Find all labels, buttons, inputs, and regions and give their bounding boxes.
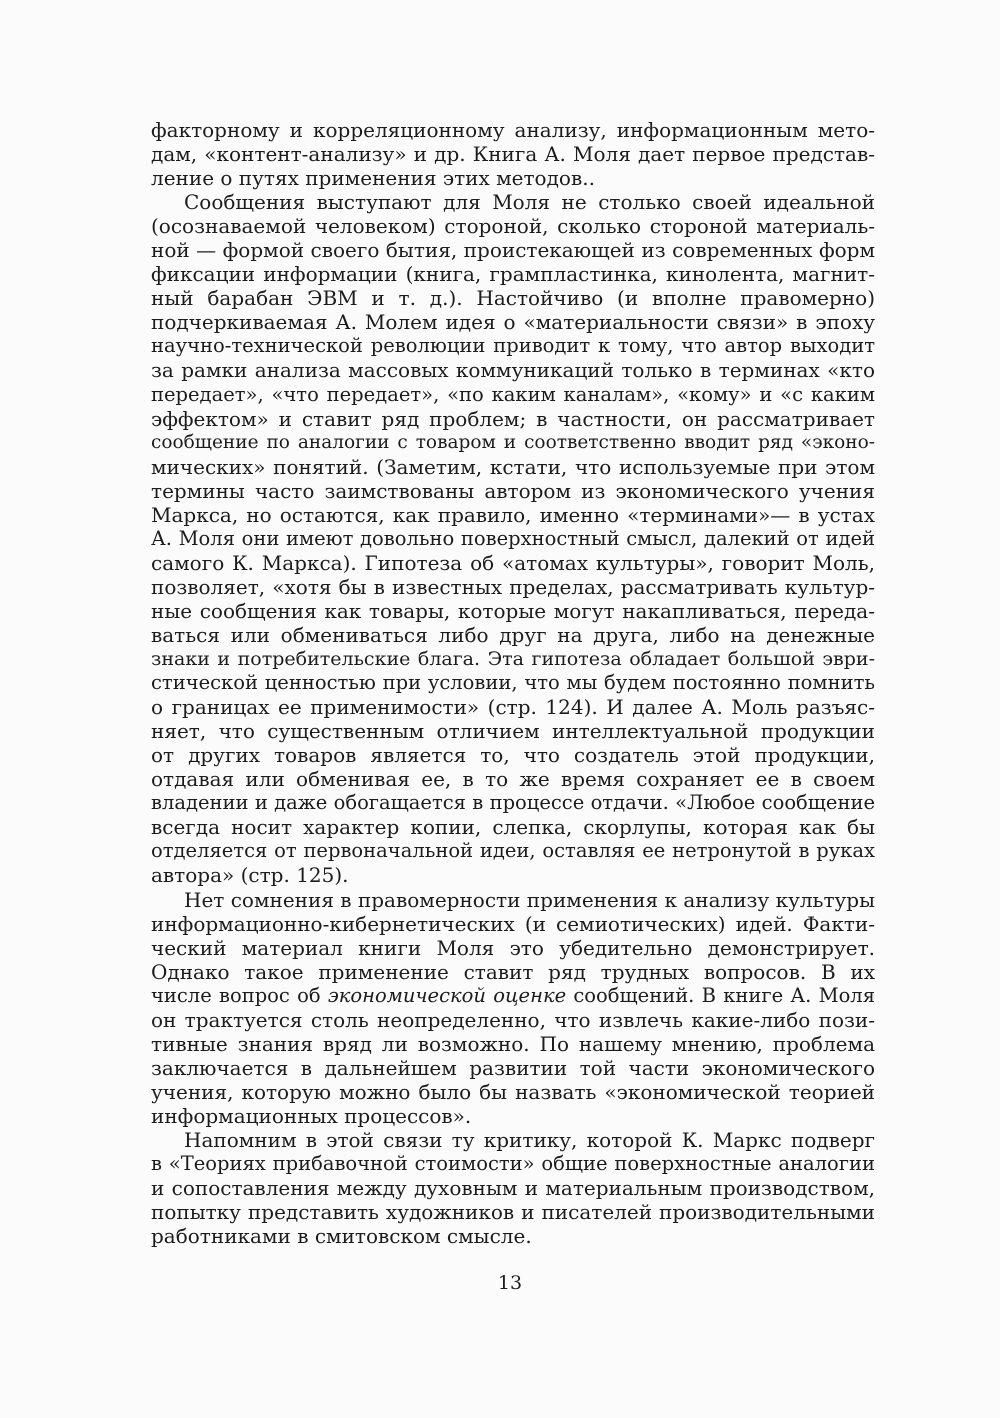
text-line: научно-технической революции приводит к тому, что автор выходит	[151, 334, 875, 358]
page-number: 13	[497, 1272, 523, 1294]
paragraph	[151, 1128, 875, 1248]
text-line: фиксации информации (книга, грампластинка, кинолента, магнит-	[151, 262, 875, 287]
text-line: ной — формой своего бытия, проистекающей из современных форм	[151, 238, 875, 263]
text-line: работниками в смитовском смысле.	[151, 1224, 532, 1249]
text-line: ваться или обмениваться либо друг на друга, либо на денежные	[151, 622, 875, 647]
text-line: владении и даже обогащается в процессе отдачи. «Любое сообщение	[151, 791, 875, 815]
text-line: ление о путях применения этих методов..	[151, 166, 595, 191]
text-line: числе вопрос об экономической оценке сообщений. В книге А. Моля	[151, 983, 875, 1007]
text-line: тивные знания вряд ли возможно. По нашему мнению, проблема	[151, 1031, 875, 1056]
text-line: ные сообщения как товары, которые могут накапливаться, переда-	[151, 598, 875, 623]
text-line: информационно-кибернетических (и семиотических) идей. Факти-	[151, 911, 875, 936]
text-line: подчеркиваемая А. Молем идея о «материальности связи» в эпоху	[151, 310, 875, 335]
text-line: отдавая или обменивая ее, в то же время сохраняет ее в своем	[151, 767, 875, 792]
text-line: эффектом» и ставит ряд проблем; в частности, он рассматривает	[151, 406, 875, 431]
text-line: попытку представить художников и писателей производительными	[151, 1200, 875, 1225]
text-line: автора» (стр. 125).	[151, 863, 349, 888]
text-line: стической ценностью при условии, что мы будем постоянно помнить	[151, 671, 875, 695]
text-line: информационных процессов».	[151, 1103, 472, 1128]
text-line: от других товаров является то, что создатель этой продукции,	[151, 743, 875, 768]
text-line: мических» понятий. (Заметим, кстати, что используемые при этом	[151, 454, 875, 479]
text-line: отделяется от первоначальной идеи, оставляя ее нетронутой в руках	[151, 839, 875, 863]
text-line: Нет сомнения в правомерности применения к анализу культуры	[184, 887, 875, 912]
text-line: о границах ее применимости» (стр. 124). И далее А. Моль разъяс-	[151, 695, 875, 720]
text-line: А. Моля они имеют довольно поверхностный смысл, далекий от идей	[151, 526, 875, 550]
text-line: учения, которую можно было бы назвать «экономической теорией	[151, 1079, 875, 1104]
paragraph	[151, 118, 875, 190]
text-line: знаки и потребительские блага. Эта гипотеза обладает большой эври-	[151, 648, 875, 671]
text-line: всегда носит характер копии, слепка, скорлупы, которая как бы	[151, 815, 875, 840]
text-line: сообщение по аналогии с товаром и соответственно вводит ряд «эконо-	[151, 431, 875, 453]
text-line: дам, «контент-анализу» и др. Книга А. Моля дает первое представ-	[151, 142, 875, 167]
text-line: ческий материал книги Моля это убедительно демонстрирует.	[151, 935, 875, 960]
text-line: ный барабан ЭВМ и т. д.). Настойчиво (и вполне правомерно)	[151, 286, 875, 311]
text-line: термины часто заимствованы автором из экономического учения	[151, 478, 875, 503]
paragraph	[151, 888, 875, 1128]
text-line: факторному и корреляционному анализу, информационным мето-	[151, 118, 875, 142]
italic-phrase: экономической оценке	[327, 983, 567, 1007]
text-line: заключается в дальнейшем развитии той части экономического	[151, 1055, 875, 1080]
body-text	[151, 118, 875, 1248]
text-line: Маркса, но остаются, как правило, именно «терминами»— в устах	[151, 502, 875, 527]
text-line: и сопоставления между духовным и материальным производством,	[151, 1176, 875, 1201]
text-line: позволяет, «хотя бы в известных пределах, рассматривать культур-	[151, 574, 875, 599]
text-line: (осознаваемой человеком) стороной, сколько стороной материаль-	[151, 214, 875, 239]
text-line: за рамки анализа массовых коммуникаций только в терминах «кто	[151, 358, 875, 383]
text-line: в «Теориях прибавочной стоимости» общие поверхностные аналогии	[151, 1152, 875, 1176]
text-line: Сообщения выступают для Моля не столько своей идеальной	[184, 190, 875, 215]
text-line: передает», «что передает», «по каким каналам», «кому» и «с каким	[151, 382, 875, 406]
paragraph	[151, 190, 875, 887]
text-line: он трактуется столь неопределенно, что извлечь какие-либо пози-	[151, 1007, 875, 1032]
text-line: самого К. Маркса). Гипотеза об «атомах культуры», говорит Моль,	[151, 550, 875, 575]
text-line: Напомним в этой связи ту критику, которой К. Маркс подверг	[184, 1127, 875, 1152]
text-line: няет, что существенным отличием интеллектуальной продукции	[151, 719, 875, 744]
text-line: Однако такое применение ставит ряд трудных вопросов. В их	[151, 959, 875, 984]
